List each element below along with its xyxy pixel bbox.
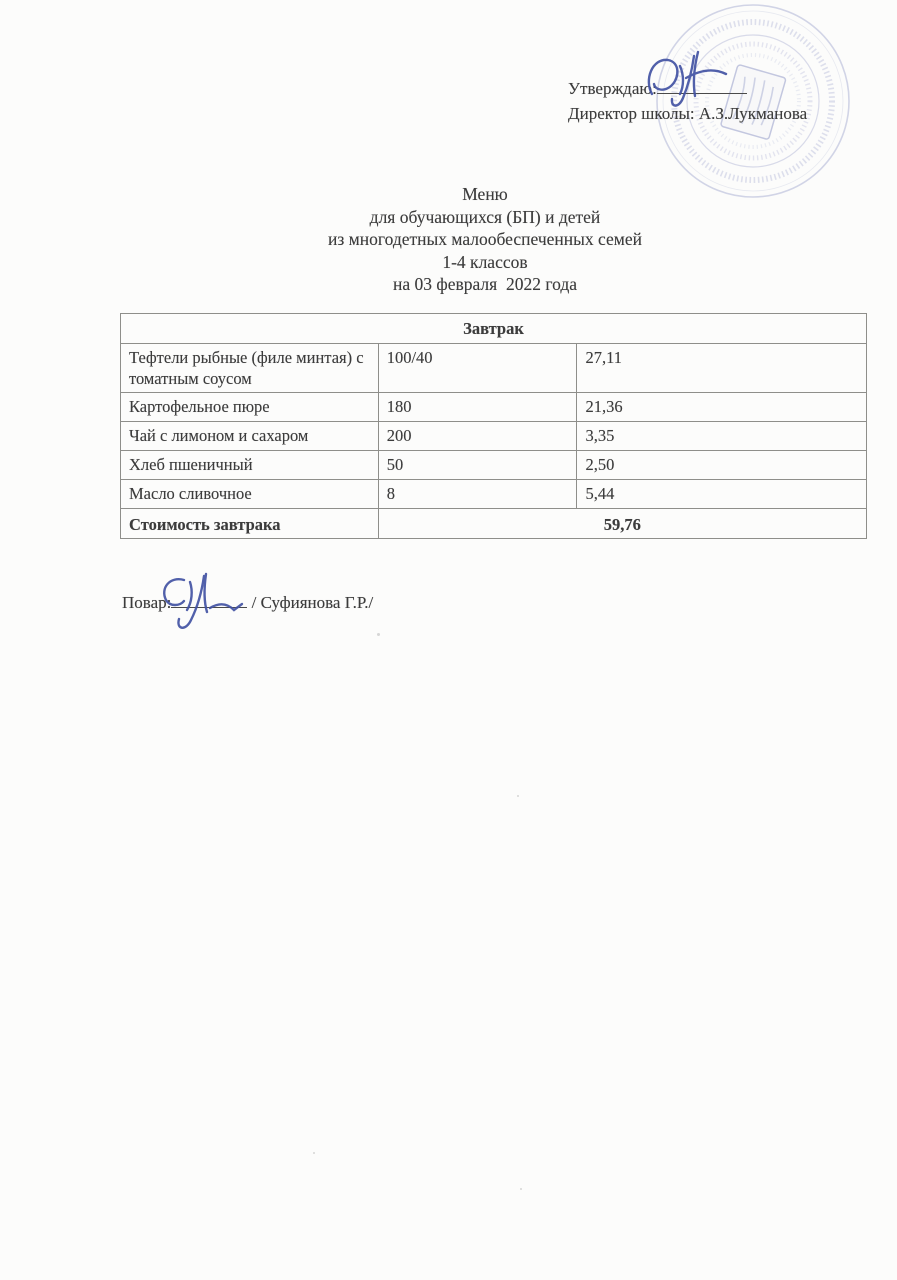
table-row: [121, 451, 867, 480]
table-row: [121, 480, 867, 509]
cook-signature: [152, 560, 272, 643]
portion-cell: 100/40: [378, 344, 577, 393]
title-line-4: 1-4 классов: [442, 251, 528, 272]
dish-cell: Масло сливочное: [121, 480, 379, 509]
meal-header-cell: Завтрак: [121, 314, 867, 344]
director-signature: [638, 42, 758, 119]
title-line-1: Меню: [462, 184, 508, 204]
title-line-3: из многодетных малообеспеченных семей: [328, 229, 642, 250]
scan-speck: [377, 633, 380, 636]
total-row: [121, 509, 867, 539]
cook-name: / Суфиянова Г.Р./: [251, 593, 374, 612]
portion-cell: 50: [378, 451, 577, 480]
director-line: Директор школы: А.З.Лукманова: [568, 104, 808, 123]
approve-label: Утверждаю:: [568, 79, 657, 98]
dish-cell: Тефтели рыбные (филе минтая) с томатным соусом: [121, 344, 379, 393]
menu-table: [120, 313, 867, 539]
table-row: [121, 422, 867, 451]
scan-speck: [520, 1188, 522, 1190]
price-cell: 3,35: [577, 422, 867, 451]
price-cell: 27,11: [577, 344, 867, 393]
scan-speck: [313, 1152, 315, 1154]
document-title: [73, 183, 897, 296]
dish-cell: Хлеб пшеничный: [121, 451, 379, 480]
dish-cell: Чай с лимоном и сахаром: [121, 422, 379, 451]
portion-cell: 200: [378, 422, 577, 451]
title-line-5: на 03 февраля 2022 года: [393, 274, 577, 295]
dish-cell: Картофельное пюре: [121, 393, 379, 422]
price-cell: 5,44: [577, 480, 867, 509]
portion-cell: 180: [378, 393, 577, 422]
price-cell: 21,36: [577, 393, 867, 422]
meal-header-row: [121, 314, 867, 344]
scan-speck: [517, 795, 519, 797]
price-cell: 2,50: [577, 451, 867, 480]
total-value-cell: 59,76: [378, 509, 866, 539]
table-row: [121, 344, 867, 393]
portion-cell: 8: [378, 480, 577, 509]
cook-label: Повар:: [122, 593, 172, 612]
table-row: [121, 393, 867, 422]
total-label-cell: Стоимость завтрака: [121, 509, 379, 539]
title-line-2: для обучающихся (БП) и детей: [369, 206, 601, 227]
